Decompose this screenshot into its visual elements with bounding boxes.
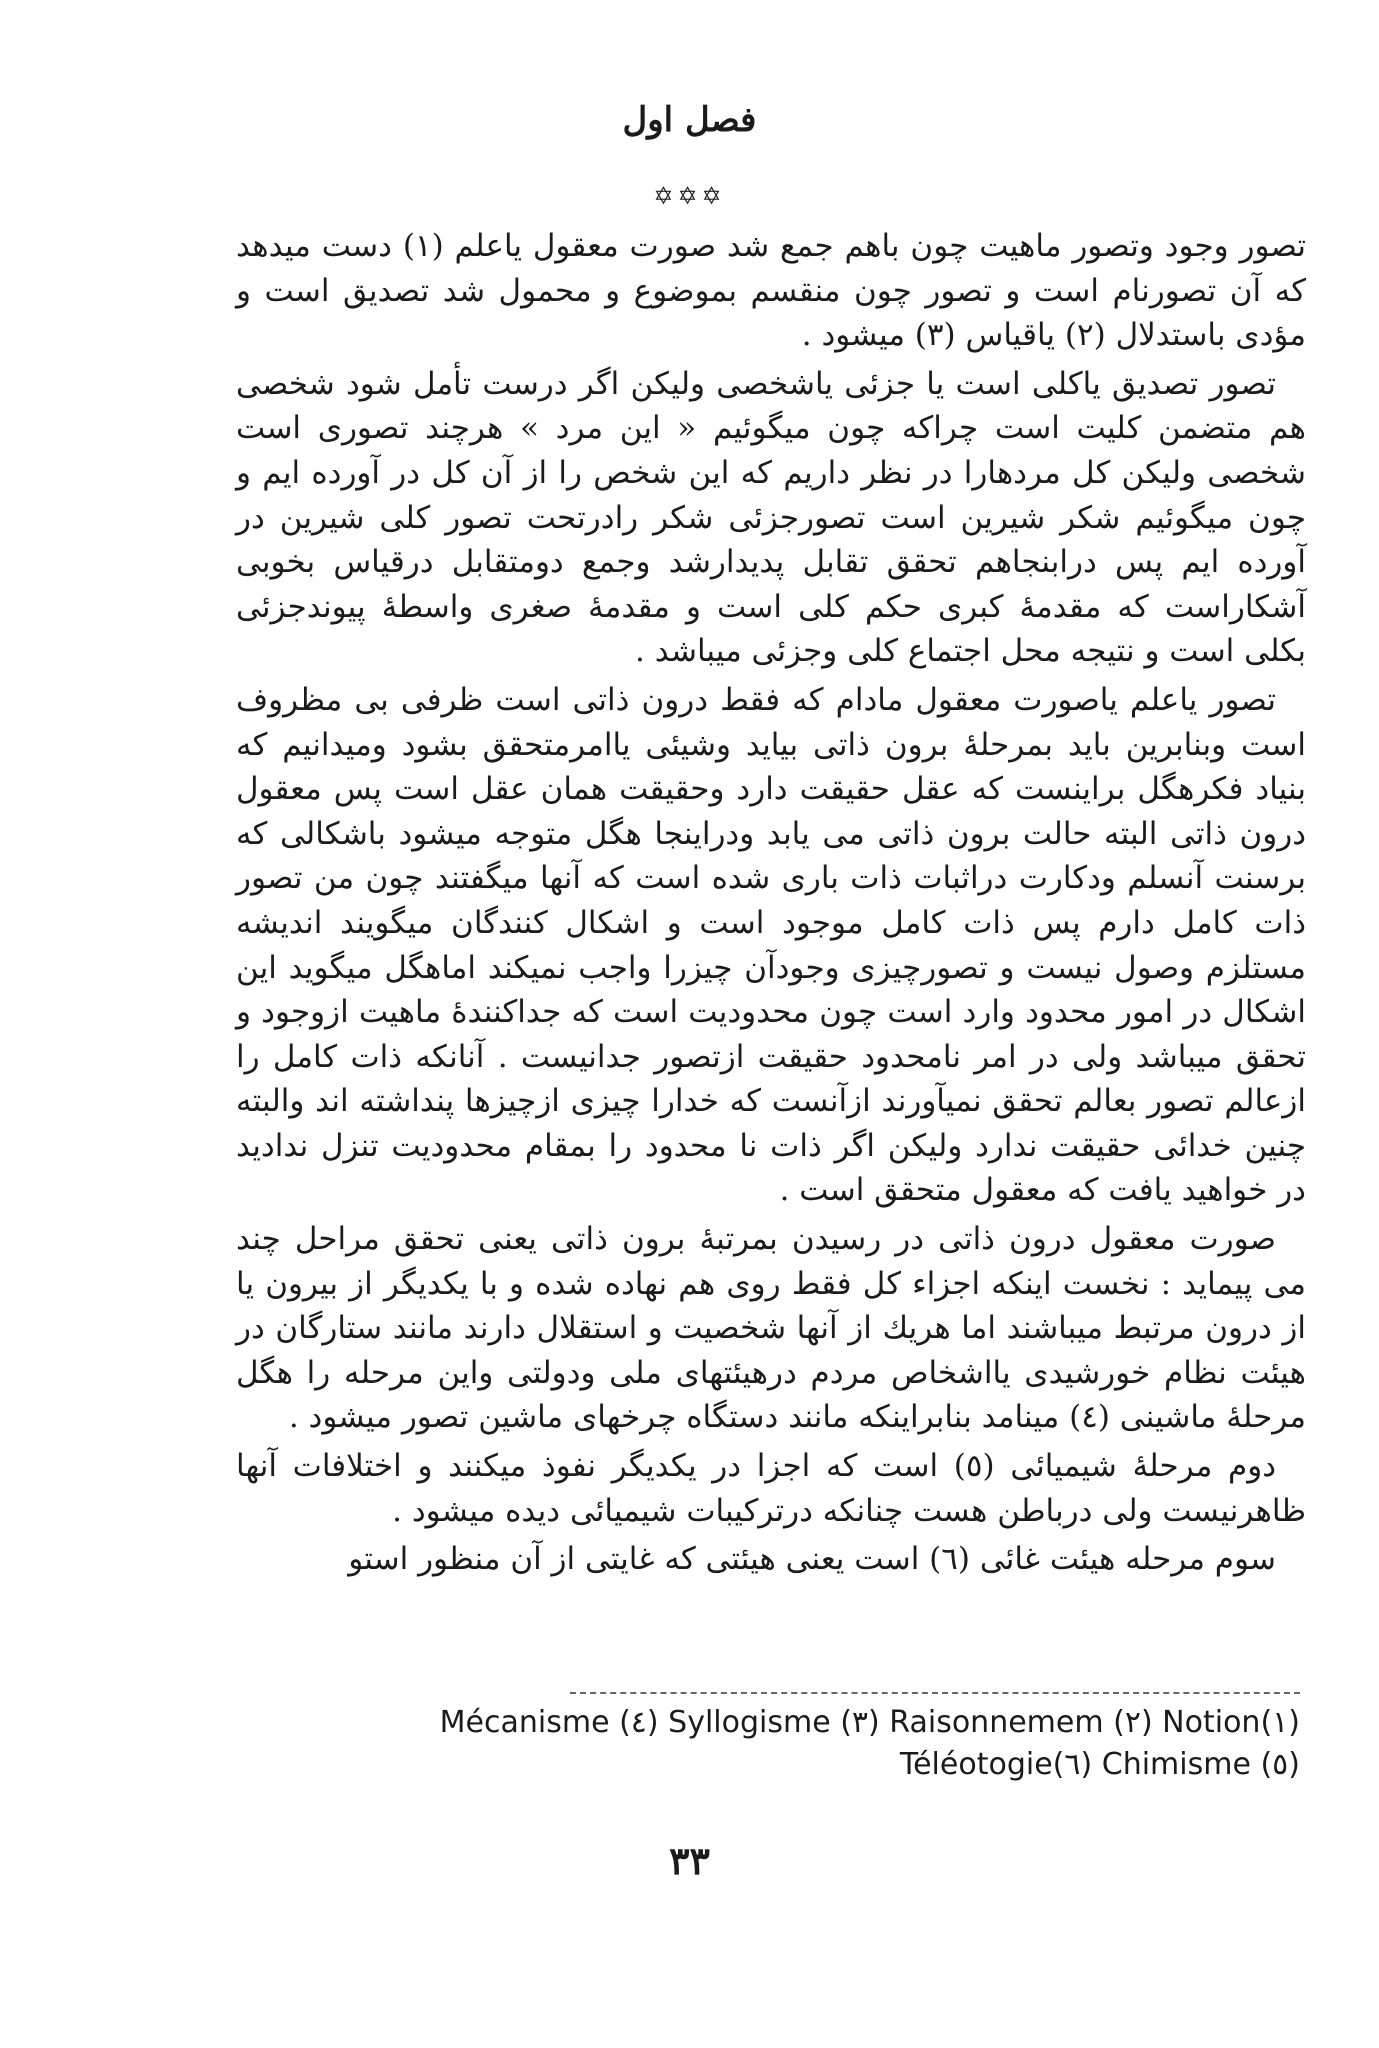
footnote-line-2: Téléotogie(٦) Chimisme (٥): [899, 1747, 1300, 1782]
paragraph-3: تصور یاعلم یاصورت معقول مادام که فقط درون ذاتی است ظرفی بی مظروف است وبنابرین باید بمرحلهٔ برون ذاتی بیاید وشیئی یاامرمتحقق بشود ومیدانیم که بنیاد فکرهگل براینست که عقل حقیقت دارد وحقیقت همان عقل است پس معقول درون ذاتی البته حالت برون ذاتی می یابد ودراینجا هگل متوجه میشود باشکالی که برسنت آنسلم ودکارت دراثبات ذات باری شده است که آنها میگفتند چون من تصور ذات کامل دارم پس ذات کامل موجود است و اشکال کنندگان میگویند اندیشه مستلزم وصول نیست و تصورچیزی وجودآن چیزرا واجب نمیکند اماهگل میگوید این اشکال در امور محدود وارد است چون محدودیت است که جداکنندهٔ ماهیت ازوجود و تحقق میباشد ولی در امر نامحدود حقیقت ازتصور جدانیست . آنانکه ذات کامل را ازعالم تصور بعالم تحقق نمیآورند ازآنست که خدارا چیزی ازچیزها پنداشته اند والبته چنین خدائی حقیقت ندارد ولیکن اگر ذات نا محدود را بمقام محدودیت تنزل ندادید در خواهید یافت که معقول متحقق است .: [236, 681, 1306, 1209]
footnotes: [300, 1702, 1300, 1786]
paragraph-2: تصور تصدیق یاکلی است یا جزئی یاشخصی ولیکن اگر درست تأمل شود شخصی هم متضمن کلیت است چراکه چون میگوئیم « این مرد » هرچند تصوری است شخصی ولیکن کل مردهارا در نظر داریم که این شخص را از آن کل در آورده ایم و چون میگوئیم شکر شیرین است تصورجزئی شکر رادرتحت تصور کلی شیرین در آورده ایم پس درابنجاهم تحقق تقابل پدیدارشد وجمع دومتقابل درقیاس بخوبی آشکاراست که مقدمهٔ کبری حکم کلی است و مقدمهٔ صغری واسطهٔ پیوندجزئی بکلی است و نتیجه محل اجتماع کلی وجزئی میباشد .: [236, 365, 1306, 670]
footnote-divider: [570, 1692, 1300, 1694]
body-text: [236, 224, 1306, 1582]
paragraph-4: صورت معقول درون ذاتی در رسیدن بمرتبهٔ برون ذاتی یعنی تحقق مراحل چند می پیماید : نخست اینکه اجزاء کل فقط روی هم نهاده شده و با یکدیگر از بیرون یا از درون مرتبط میباشند اما هریك از آنها شخصیت و استقلال دارند مانند ستارگان در هیئت نظام خورشیدی یااشخاص مردم درهیئتهای ملی ودولتی واین مرحله را هگل مرحلهٔ ماشینی (٤) مینامد بنابراینکه مانند دستگاه چرخهای ماشین تصور میشود .: [236, 1221, 1306, 1436]
star-ornament: ✡✡✡: [653, 182, 726, 210]
page-number: ٣٣: [669, 1838, 710, 1883]
chapter-title: فصل اول: [622, 100, 757, 140]
paragraph-5: دوم مرحلهٔ شیمیائی (٥) است که اجزا در یکدیگر نفوذ میکنند و اختلافات آنها ظاهرنیست ولی درباطن هست چنانکه درترکیبات شیمیائی دیده میشود .: [236, 1448, 1306, 1529]
footnote-line-1: Mécanisme (٤) Syllogisme (٣) Raisonnemem (٢) Notion(١): [439, 1705, 1300, 1740]
paragraph-6: سوم مرحله هیئت غائی (٦) است یعنی هیئتی که غایتی از آن منظور استو: [348, 1541, 1276, 1578]
paragraph-1: تصور وجود وتصور ماهیت چون باهم جمع شد صورت معقول یاعلم (۱) دست میدهد که آن تصورنام است و تصور چون منقسم بموضوع و محمول شد تصدیق است و مؤدی باستدلال (۲) یاقیاس (۳) میشود .: [236, 228, 1306, 354]
